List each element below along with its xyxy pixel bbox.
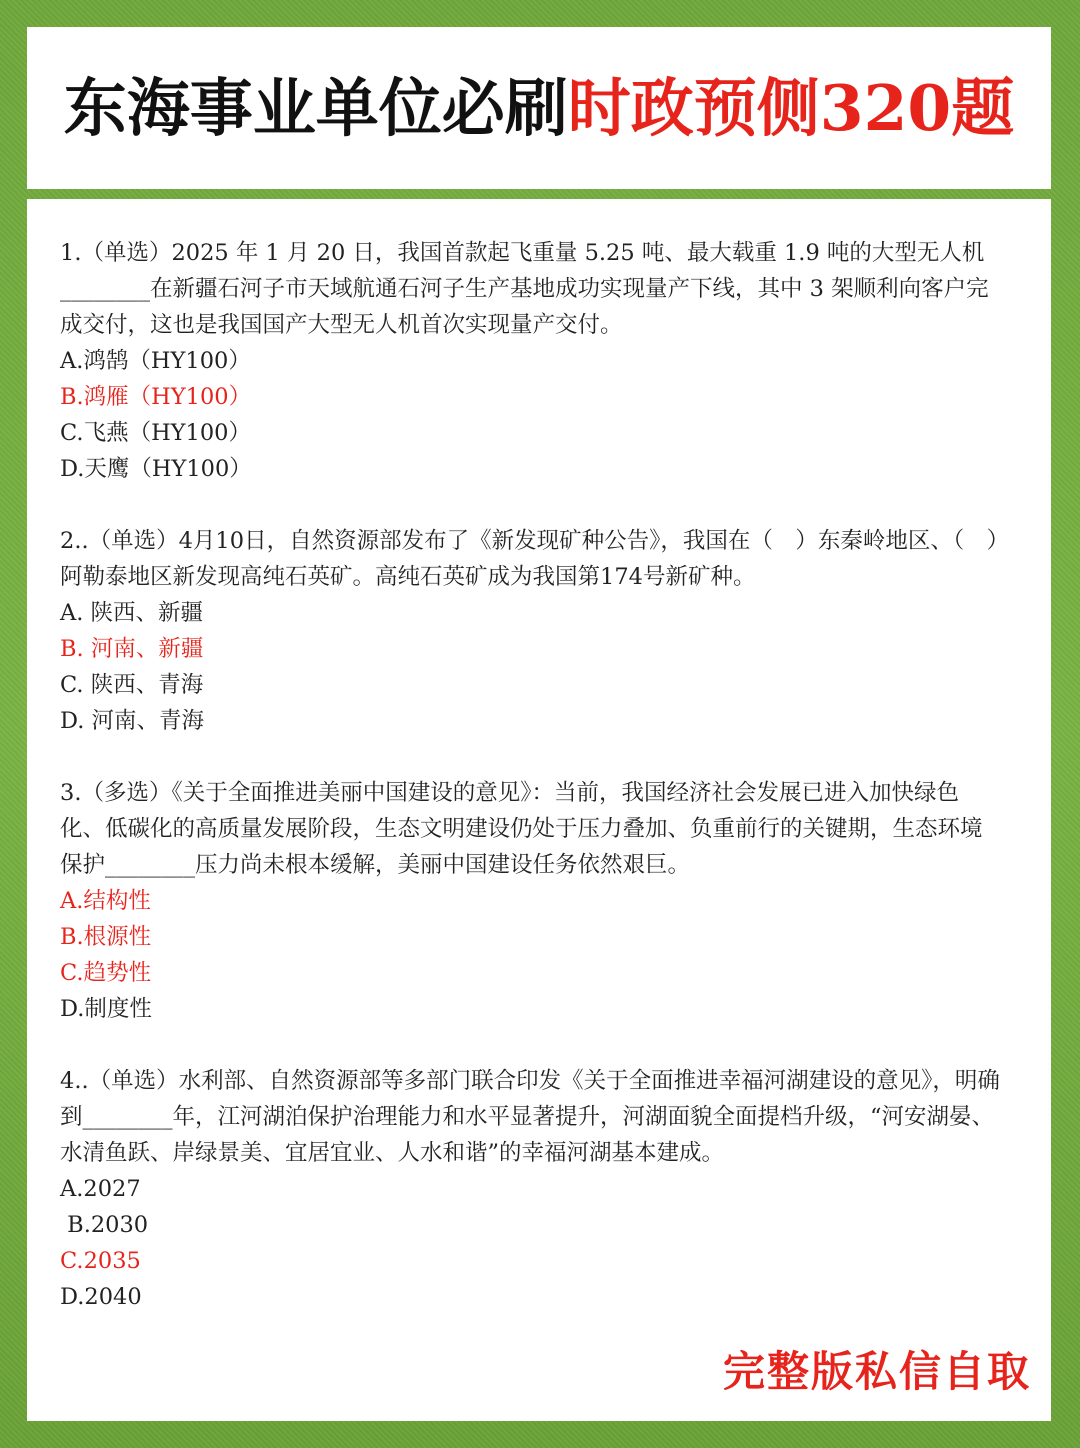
option-a: A.2027 <box>60 1176 141 1202</box>
option-b-answer: B.鸿雁（HY100） <box>60 384 252 410</box>
title-part-highlight: 时政预侧320题 <box>567 70 1015 145</box>
option-c-answer: C.2035 <box>60 1248 141 1274</box>
option-d: D. 河南、青海 <box>60 708 205 734</box>
option-d: D.2040 <box>60 1284 142 1310</box>
option-b-answer: B.根源性 <box>60 924 152 950</box>
option-c: C.飞燕（HY100） <box>60 420 251 446</box>
option-a-answer: A.结构性 <box>60 888 151 914</box>
question-stem: 3.（多选）《关于全面推进美丽中国建设的意见》：当前，我国经济社会发展已进入加快绿色化、低碳化的高质量发展阶段，生态文明建设仍处于压力叠加、负重前行的关键期，生态环境保护________压力尚未根本缓解，美丽中国建设任务依然艰巨。 <box>60 780 983 878</box>
content-card <box>27 199 1051 1421</box>
title-card <box>27 27 1051 189</box>
option-b: B.2030 <box>60 1212 149 1238</box>
title-part-main: 东海事业单位必刷 <box>63 70 568 145</box>
option-a: A.鸿鹄（HY100） <box>60 348 251 374</box>
question-1 <box>60 235 1000 487</box>
option-a: A. 陕西、新疆 <box>60 600 204 626</box>
question-stem: 4..（单选）水利部、自然资源部等多部门联合印发《关于全面推进幸福河湖建设的意见》，明确到________年，江河湖泊保护治理能力和水平显著提升，河湖面貌全面提档升级，“河安湖晏、水清鱼跃、岸绿景美、宜居宜业、人水和谐”的幸福河湖基本建成。 <box>60 1068 1000 1166</box>
option-c-answer: C.趋势性 <box>60 960 152 986</box>
option-c: C. 陕西、青海 <box>60 672 204 698</box>
question-4 <box>60 1063 1000 1315</box>
question-2 <box>60 523 1000 739</box>
question-list <box>60 235 1000 1351</box>
option-b-answer: B. 河南、新疆 <box>60 636 204 662</box>
question-3 <box>60 775 1000 1027</box>
page-title <box>63 70 1015 145</box>
question-stem: 1.（单选）2025 年 1 月 20 日，我国首款起飞重量 5.25 吨、最大载重 1.9 吨的大型无人机________在新疆石河子市天域航通石河子生产基地成功实现量产下线，其中 3 架顺利向客户完成交付，这也是我国国产大型无人机首次实现量产交付。 <box>60 240 989 338</box>
footer-note: 完整版私信自取 <box>722 1347 1031 1396</box>
question-stem: 2..（单选）4月10日，自然资源部发布了《新发现矿种公告》，我国在（ ）东秦岭地区、（ ）阿勒泰地区新发现高纯石英矿。高纯石英矿成为我国第174号新矿种。 <box>60 528 998 590</box>
option-d: D.天鹰（HY100） <box>60 456 252 482</box>
option-d: D.制度性 <box>60 996 152 1022</box>
